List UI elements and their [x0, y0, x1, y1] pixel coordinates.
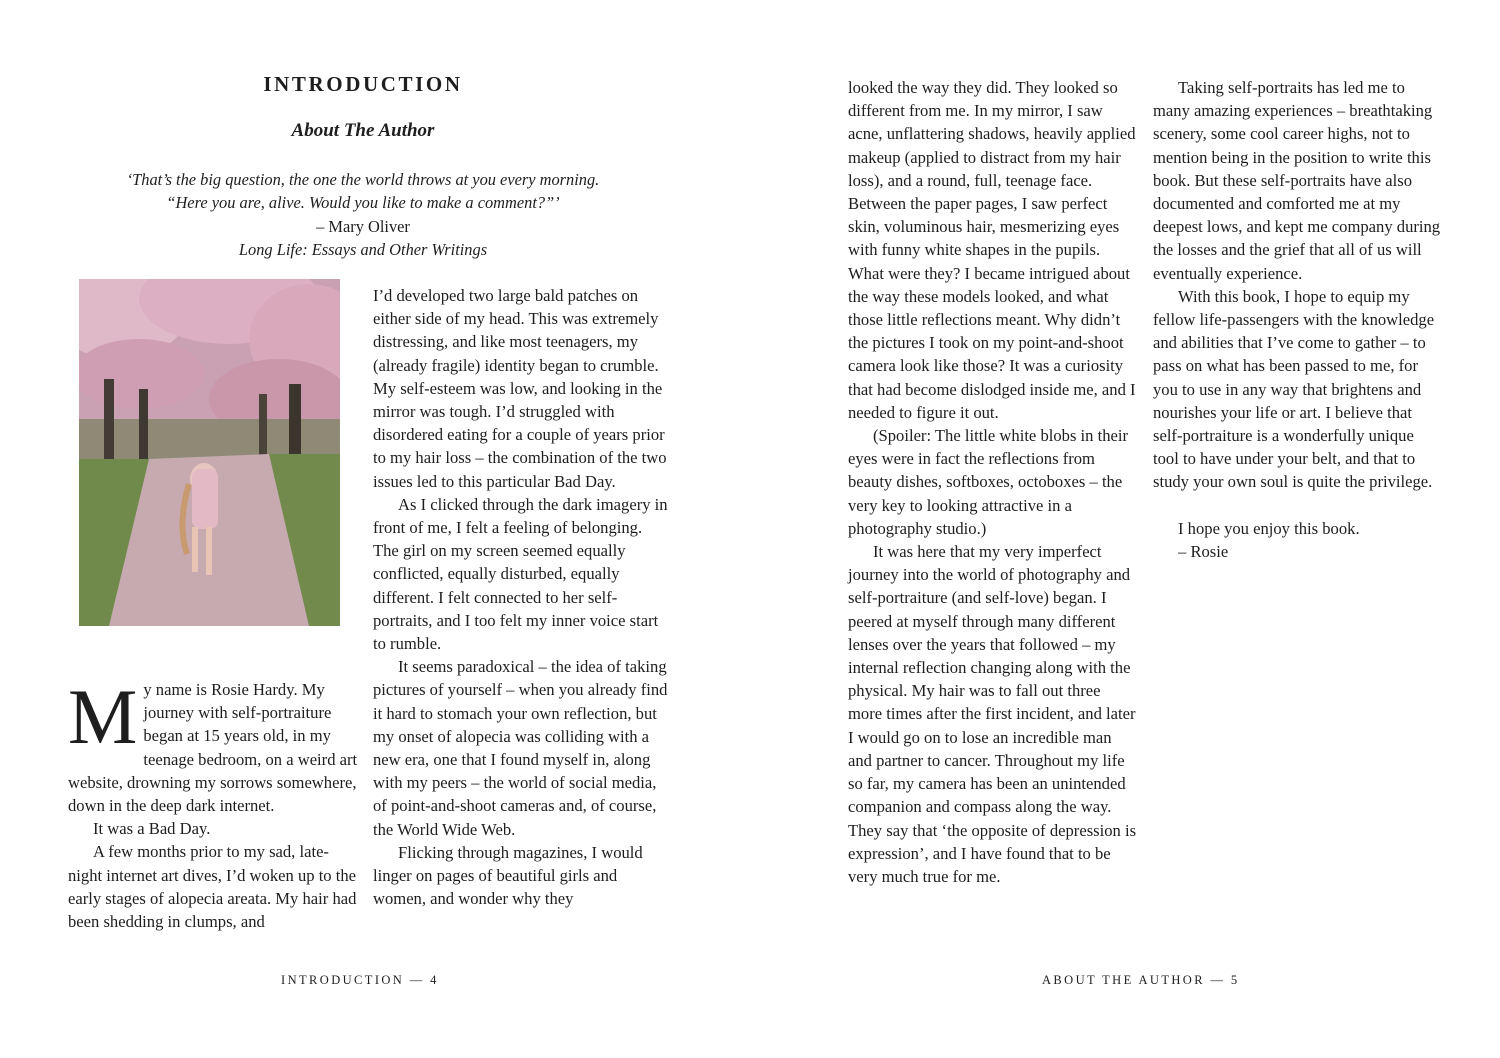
page-footer-left: INTRODUCTION — 4	[281, 973, 439, 987]
right-column-c	[848, 76, 1138, 888]
paragraph: Flicking through magazines, I would linger on pages of beautiful girls and women, and wonder why they	[373, 842, 643, 909]
opening-paragraph	[68, 673, 358, 817]
paragraph: looked the way they did. They looked so different from me. In my mirror, I saw acne, unflattering shadows, heavily applied makeup (applied to distract from my hair loss), and a round, full, teenage face. Between the paper pages, I saw perfect skin, voluminous hair, mesmerizing eyes with funny white shapes in the pupils. What were they? I became intrigued about the way these models looked, and what those little reflections meant. Why didn’t the pictures I took on my point-and-shoot camera look like those? It was a curiosity that had become dislodged inside me, and I needed to figure it out.	[848, 78, 1136, 422]
paragraph: Taking self-portraits has led me to many amazing experiences – breathtaking scenery, some cool career highs, not to mention being in the position to write this book. But these self-portraits have also documented and comforted me at my deepest lows, and kept me company during the losses and the grief that all of us will eventually experience.	[1153, 78, 1441, 283]
paragraph: A few months prior to my sad, late-night internet art dives, I’d woken up to the early stages of alopecia areata. My hair had been shedding in clumps, and	[68, 842, 357, 932]
paragraph: It was a Bad Day.	[93, 819, 211, 839]
paragraph: It seems paradoxical – the idea of taking pictures of yourself – when you already find it hard to stomach your own reflection, but my onset of alopecia was colliding with a new era, one that I found myself in, along with my peers – the world of social media, of point-and-shoot cameras and, of course, the World Wide Web.	[373, 657, 668, 839]
page-footer-right: ABOUT THE AUTHOR — 5	[1042, 973, 1240, 987]
right-page	[750, 0, 1500, 1058]
paragraph: I’d developed two large bald patches on either side of my head. This was extremely distressing, and like most teenagers, my (already fragile) identity began to crumble. My self-esteem was low, and looking in the mirror was tough. I’d struggled with disordered eating for a couple of years prior to my hair loss – the combination of the two issues led to this particular Bad Day.	[373, 286, 667, 491]
closing-line: I hope you enjoy this book.	[1178, 518, 1360, 538]
paragraph: (Spoiler: The little white blobs in their eyes were in fact the reflections from beauty dishes, softboxes, octoboxes – the very key to looking attractive in a photography studio.)	[848, 426, 1129, 538]
paragraph: As I clicked through the dark imagery in front of me, I felt a feeling of belonging. The girl on my screen seemed equally conflicted, equally disturbed, equally different. I felt connected to her self-portraits, and I too felt my inner voice start to rumble.	[373, 494, 668, 654]
paragraph-gap	[1153, 494, 1443, 517]
opening-paragraph-text: y name is Rosie Hardy. My journey with self-portraiture began at 15 years old, in my teenage bedroom, on a weird art website, drowning my sorrows somewhere, down in the deep dark internet.	[68, 680, 358, 816]
right-column-d	[1153, 76, 1443, 563]
dropcap: M	[68, 673, 138, 760]
epigraph-source: Long Life: Essays and Other Writings	[238, 239, 488, 259]
epigraph-line-1: ‘That’s the big question, the one the world throws at you every morning.	[126, 170, 600, 189]
left-column-a	[68, 673, 358, 933]
epigraph	[0, 168, 726, 261]
signature-line: – Rosie	[1178, 542, 1229, 562]
epigraph-line-2: “Here you are, alive. Would you like to make a comment?”’	[166, 193, 560, 213]
author-photo	[79, 279, 340, 626]
chapter-title: INTRODUCTION	[263, 72, 463, 96]
left-column-b	[373, 284, 668, 910]
paragraph: It was here that my very imperfect journey into the world of photography and self-portraiture (and self-love) began. I peered at myself through many different lenses over the years that followed – my internal reflection changing along with the physical. My hair was to fall out three more times after the first incident, and later I would go on to lose an incredible man and partner to cancer. Throughout my life so far, my camera has been an unintended companion and compass along the way. They say that ‘the opposite of depression is expression’, and I have found that to be very much true for me.	[848, 542, 1137, 886]
author-photo-illustration	[79, 279, 340, 626]
paragraph: With this book, I hope to equip my fellow life-passengers with the knowledge and abilities that I’ve come to gather – to pass on what has been passed to me, for you to use in any way that brightens and nourishes your life or art. I believe that self-portraiture is a wonderfully unique tool to have under your belt, and that to study your own soul is quite the privilege.	[1153, 286, 1435, 492]
epigraph-attribution: – Mary Oliver	[316, 216, 410, 236]
chapter-subtitle: About The Author	[291, 120, 435, 141]
